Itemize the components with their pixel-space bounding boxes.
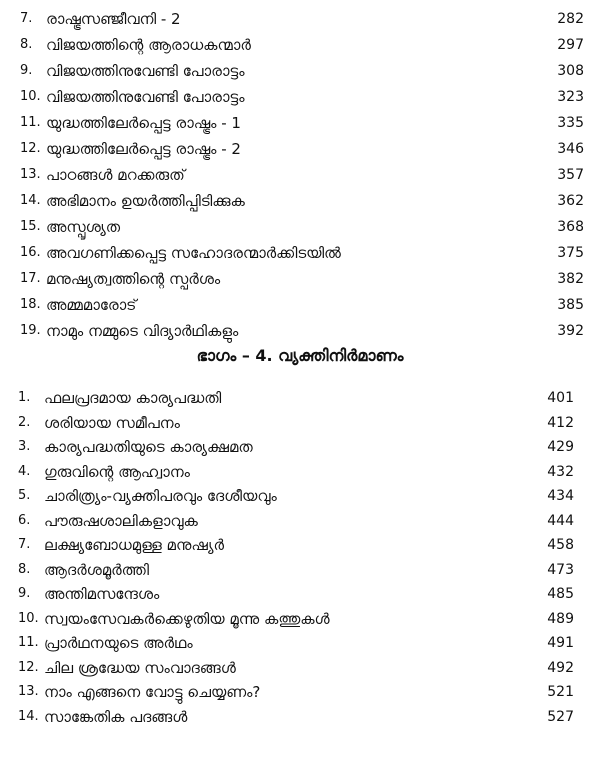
toc-entry	[0, 558, 600, 583]
toc-entry	[0, 631, 600, 656]
toc-entry	[0, 84, 600, 110]
entry-page: 368	[557, 219, 584, 235]
toc-entry	[0, 484, 600, 509]
entry-page: 335	[557, 115, 584, 131]
entry-number: 15.	[20, 219, 41, 234]
entry-title: നാം എങ്ങനെ വോട്ടു ചെയ്യണം?	[44, 683, 261, 701]
entry-number: 4.	[18, 463, 31, 479]
entry-title: ഫലപ്രദമായ കാര്യപദ്ധതി	[44, 389, 222, 407]
toc-entry	[0, 607, 600, 632]
entry-page: 412	[547, 414, 574, 431]
entry-number: 14.	[18, 708, 39, 724]
entry-title: കാര്യപദ്ധതിയുടെ കാര്യക്ഷമത	[44, 438, 253, 456]
entry-number: 13.	[20, 167, 41, 182]
entry-title: പാഠങ്ങൾ മറക്കരുത്	[46, 166, 185, 184]
entry-title: ചില ശ്രദ്ധേയ സംവാദങ്ങൾ	[44, 658, 236, 677]
entry-page: 401	[547, 390, 574, 406]
entry-number: 10.	[20, 89, 41, 104]
entry-title: സ്വയംസേവകർക്കെഴുതിയ മൂന്നു കത്തുകൾ	[44, 609, 330, 628]
entry-number: 10.	[18, 610, 39, 626]
entry-number: 12.	[18, 659, 39, 675]
toc-entry	[0, 162, 600, 188]
entry-page: 473	[547, 561, 574, 578]
entry-title: അമ്മമാരോട്	[46, 296, 137, 314]
entry-number: 8.	[18, 561, 31, 577]
entry-page: 434	[547, 488, 574, 504]
entry-number: 12.	[20, 141, 41, 156]
entry-number: 11.	[18, 635, 39, 650]
entry-title: പ്രാർഥനയുടെ അർഥം	[44, 634, 193, 652]
toc-entry	[0, 509, 600, 534]
entry-number: 6.	[18, 512, 31, 528]
entry-title: അഭിമാനം ഉയർത്തിപ്പിടിക്കുക	[46, 192, 245, 210]
entry-number: 1.	[18, 390, 31, 405]
entry-page: 297	[557, 37, 584, 53]
entry-page: 282	[557, 11, 584, 27]
toc-entry	[0, 292, 600, 318]
entry-number: 9.	[20, 63, 33, 78]
entry-title: നാമും നമ്മുടെ വിദ്യാർഥികളും	[46, 322, 239, 340]
entry-number: 16.	[20, 245, 41, 260]
toc-entry	[0, 58, 600, 84]
entry-page: 362	[557, 193, 584, 209]
entry-title: പൗരുഷശാലികളാവുക	[44, 511, 198, 530]
toc-entry	[0, 680, 600, 705]
toc-entry	[0, 110, 600, 136]
entry-title: അന്തിമസന്ദേശം	[44, 585, 160, 603]
entry-page: 458	[547, 537, 574, 553]
entry-page: 491	[547, 635, 574, 651]
entry-page: 444	[547, 512, 574, 529]
entry-page: 432	[547, 463, 574, 480]
entry-number: 18.	[20, 297, 41, 312]
entry-title: വിജയത്തിനുവേണ്ടി പോരാട്ടം	[46, 62, 245, 80]
toc-entry	[0, 705, 600, 730]
contents-list-part-4	[0, 386, 600, 729]
entry-title: ശരിയായ സമീപനം	[44, 413, 180, 432]
entry-title: വിജയത്തിന്റെ ആരാധകന്മാർ	[46, 36, 251, 54]
entry-page: 489	[547, 610, 574, 627]
toc-entry	[0, 582, 600, 607]
entry-page: 323	[557, 89, 584, 105]
entry-number: 17.	[20, 271, 41, 286]
toc-entry	[0, 188, 600, 214]
entry-number: 14.	[20, 193, 41, 208]
entry-title: ചാരിത്ര്യം-വ്യക്തിപരവും ദേശീയവും	[44, 487, 277, 505]
entry-page: 429	[547, 439, 574, 455]
entry-title: യുദ്ധത്തിലേർപ്പെട്ട രാഷ്ട്രം - 1	[46, 114, 241, 132]
entry-title: ലക്ഷ്യബോധമുള്ള മനുഷ്യർ	[44, 536, 224, 554]
entry-number: 13.	[18, 684, 39, 699]
entry-title: സാങ്കേതിക പദങ്ങൾ	[44, 707, 188, 726]
toc-entry	[0, 411, 600, 436]
entry-title: അസ്പൃശ്യത	[46, 218, 121, 236]
entry-page: 346	[557, 141, 584, 157]
entry-number: 5.	[18, 488, 31, 503]
entry-number: 7.	[20, 11, 33, 26]
entry-page: 485	[547, 586, 574, 602]
toc-entry	[0, 386, 600, 411]
entry-number: 3.	[18, 439, 31, 454]
toc-entry	[0, 32, 600, 58]
entry-number: 19.	[20, 323, 41, 338]
entry-number: 2.	[18, 414, 31, 430]
entry-page: 357	[557, 167, 584, 183]
entry-page: 375	[557, 245, 584, 261]
entry-title: മനുഷ്യത്വത്തിന്റെ സ്പർശം	[46, 270, 221, 288]
entry-number: 11.	[20, 115, 41, 130]
entry-title: രാഷ്ട്രസഞ്ജീവനി - 2	[46, 10, 181, 28]
entry-page: 521	[547, 684, 574, 700]
entry-title: അവഗണിക്കപ്പെട്ട സഹോദരന്മാർക്കിടയിൽ	[46, 244, 341, 262]
entry-page: 492	[547, 659, 574, 676]
section-heading: ഭാഗം – 4. വ്യക്തിനിർമാണം	[196, 346, 404, 365]
entry-title: യുദ്ധത്തിലേർപ്പെട്ട രാഷ്ട്രം - 2	[46, 140, 241, 158]
contents-list-part-3	[0, 6, 600, 344]
toc-entry	[0, 656, 600, 681]
entry-title: ആദർശമൂർത്തി	[44, 560, 149, 579]
toc-entry	[0, 460, 600, 485]
entry-page: 308	[557, 63, 584, 79]
toc-entry	[0, 214, 600, 240]
entry-page: 385	[557, 297, 584, 313]
toc-entry	[0, 435, 600, 460]
entry-page: 392	[557, 323, 584, 339]
entry-number: 7.	[18, 537, 31, 552]
entry-number: 8.	[20, 37, 33, 52]
entry-page: 382	[557, 271, 584, 287]
entry-number: 9.	[18, 586, 31, 601]
entry-page: 527	[547, 708, 574, 725]
entry-title: ഗുരുവിന്റെ ആഹ്വാനം	[44, 462, 190, 481]
toc-entry	[0, 6, 600, 32]
entry-title: വിജയത്തിനുവേണ്ടി പോരാട്ടം	[46, 88, 245, 106]
toc-entry	[0, 240, 600, 266]
toc-entry	[0, 318, 600, 344]
toc-entry	[0, 136, 600, 162]
toc-entry	[0, 266, 600, 292]
toc-entry	[0, 533, 600, 558]
